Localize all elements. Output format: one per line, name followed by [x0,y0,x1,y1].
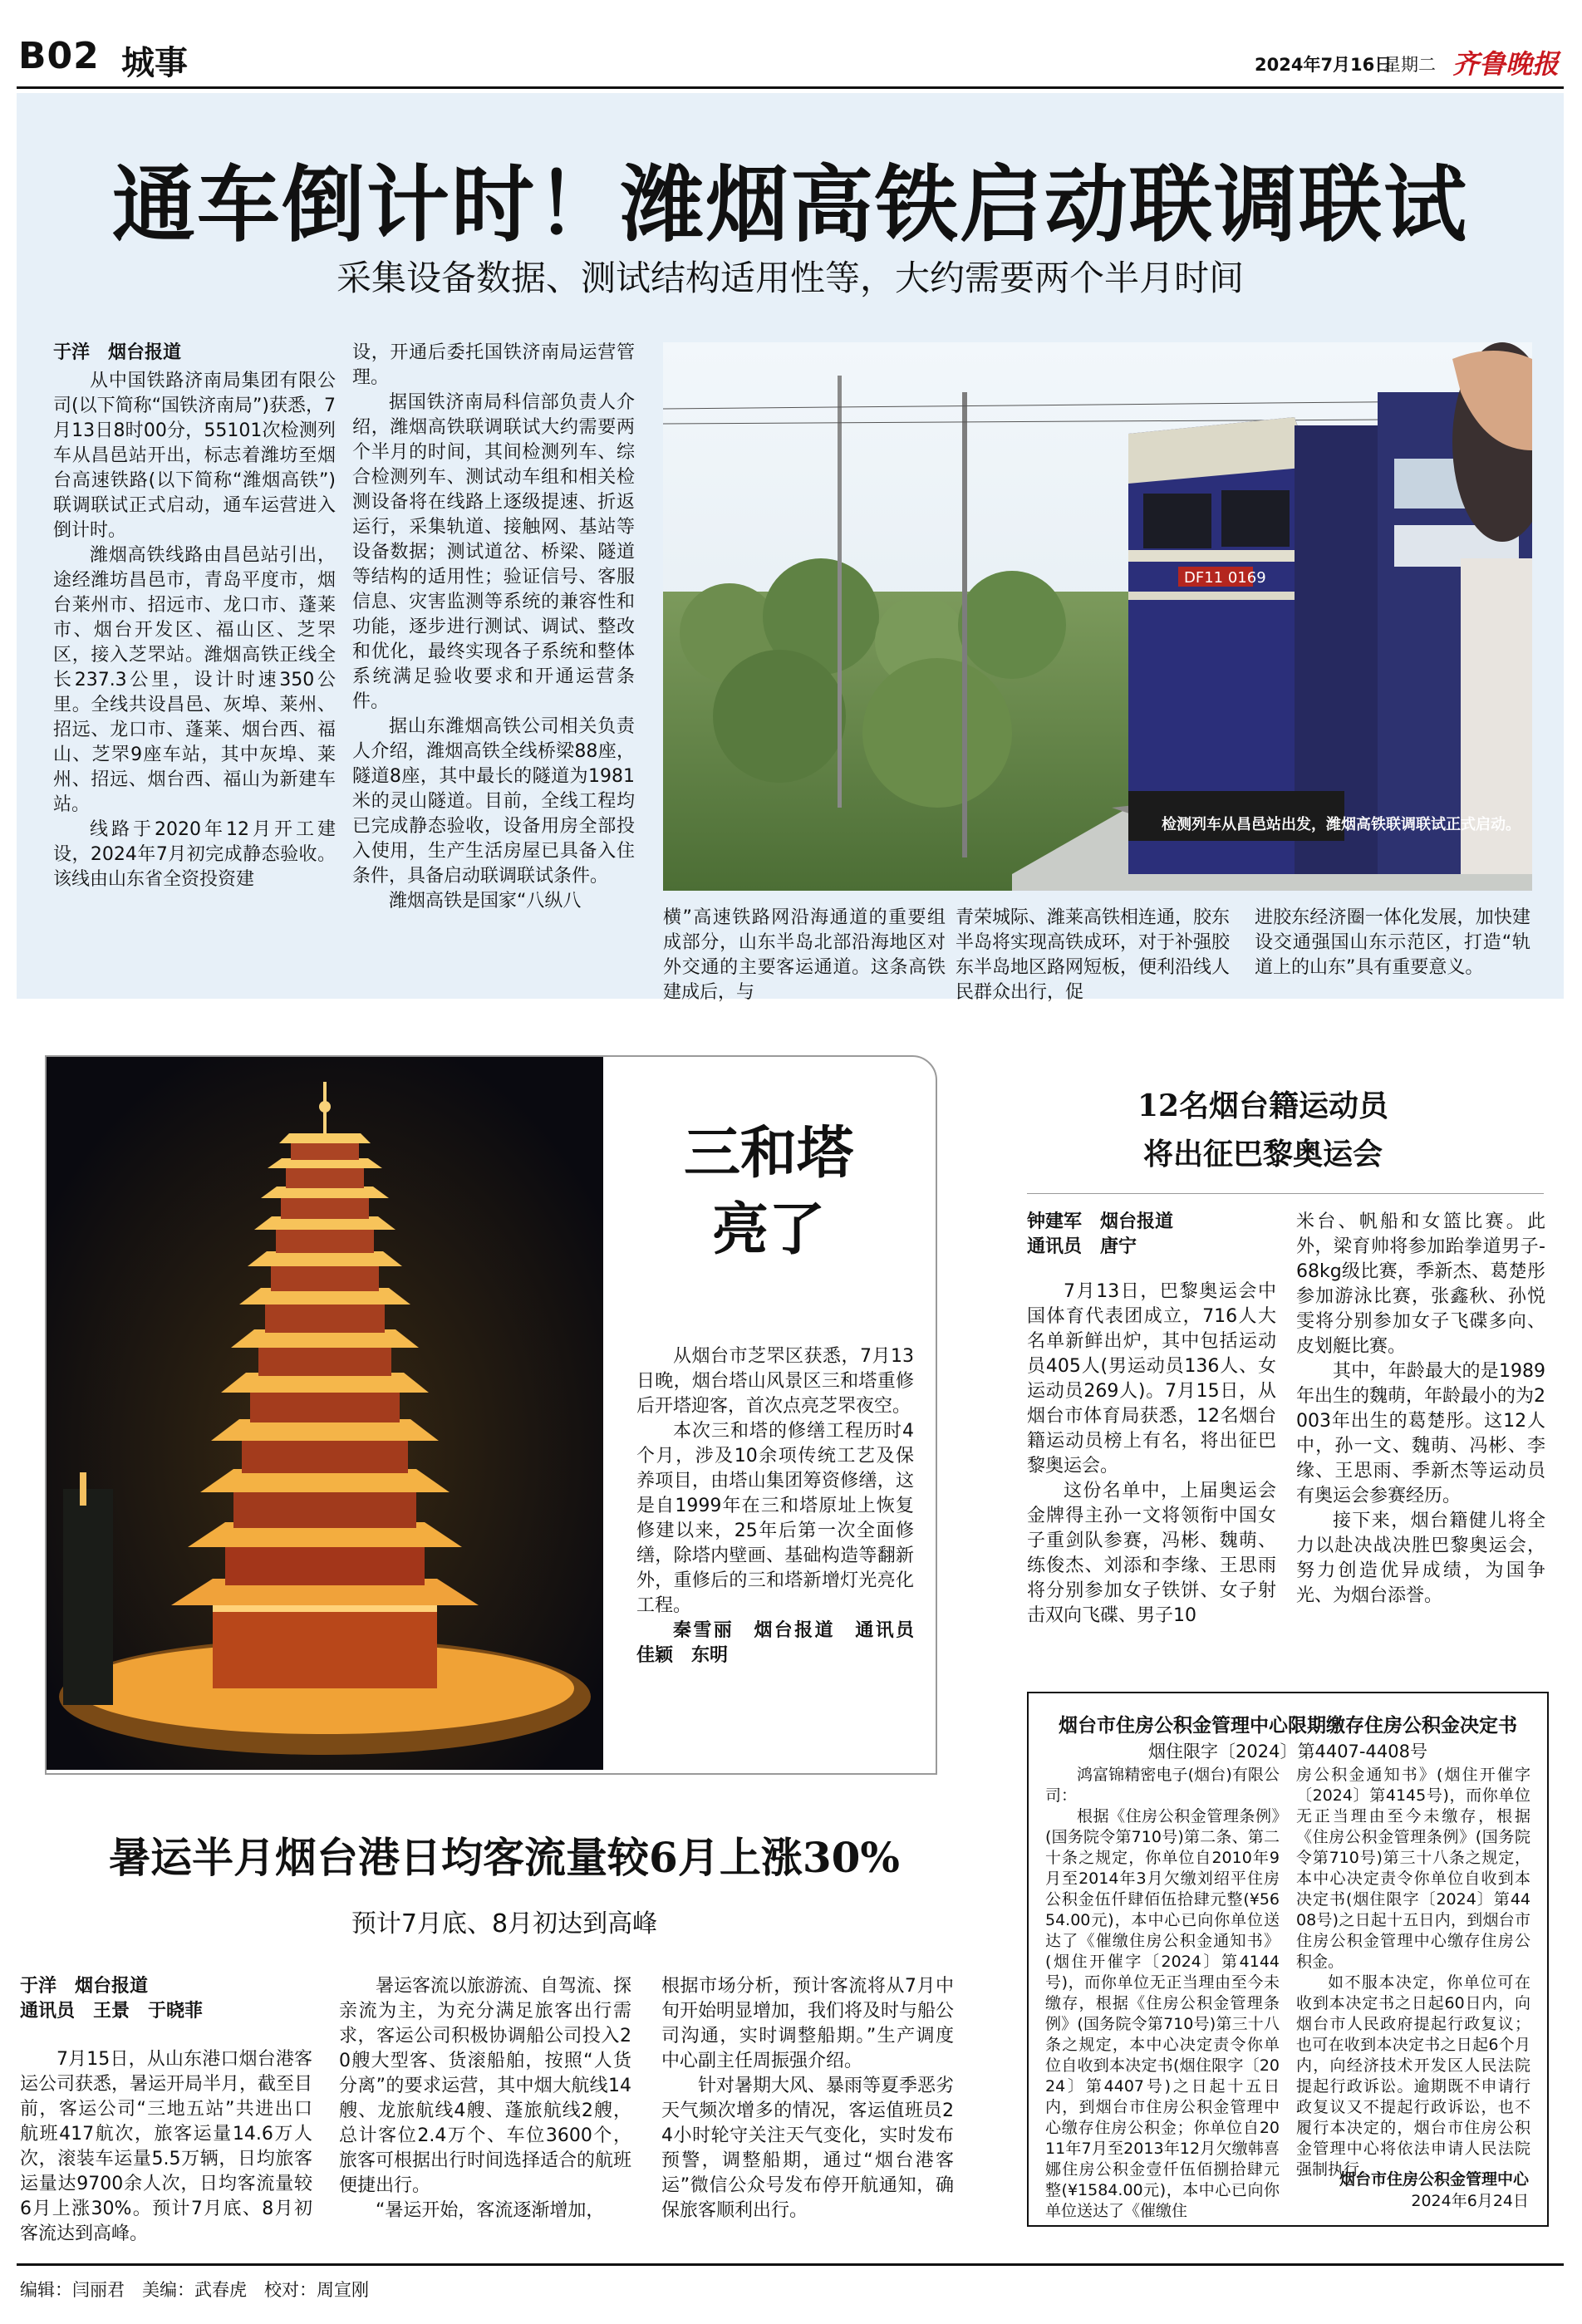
olympics-rule [1027,1193,1544,1194]
fund-notice-column-1: 鸿富锦精密电子(烟台)有限公司： 根据《住房公积金管理条例》(国务院令第710号)第二条、第二十条之规定，你单位自2010年9月至2014年3月欠缴刘绍平住房公积金伍仟肆佰伍拾肆元整(¥5654.00元)，本中心已向你单位送达了《催缴住房公积金通知书》(烟住开催字〔2024〕第4144号)，而你单位无正当理由至今未缴存，根据《住房公积金管理条例》(国务院令第710号)第三十八条之规定，本中心决定责令你单位自收到本决定书(烟住限字〔2024〕第4407号)之日起十五日内，到烟台市住房公积金管理中心缴存住房公积金；你单位自2011年7月至2013年12月欠缴韩喜娜住房公积金壹仟伍佰捌拾肆元整(¥1584.00元)，本中心已向你单位送达了《催缴住 [1045,1766,1280,2220]
header-rule [17,86,1564,89]
fund-notice-date: 2024年6月24日 [1411,2192,1529,2210]
olympics-byline-2: 通讯员 唐宁 [1027,1236,1137,1257]
port-column-1: 7月15日，从山东港口烟台港客运公司获悉，暑运开局半月，截至目前，客运公司“三地五站”共进出口航班417航次，旅客运量14.6万人次，滚装车运量5.5万辆，日均旅客运量达9700余人次，日均客流量较6月上涨30%。预计7月底、8月初客流达到高峰。 [20,2049,313,2244]
fund-notice-docno: 烟住限字〔2024〕第4407-4408号 [1148,1742,1427,1761]
paper-masthead-logo: 齐鲁晚报 [1452,48,1560,80]
train-photo [663,342,1532,891]
lead-headline: 通车倒计时！潍烟高铁启动联调联试 [112,155,1468,253]
olympics-byline-1: 钟建军 烟台报道 [1027,1211,1174,1232]
port-headline: 暑运半月烟台港日均客流量较6月上涨30% [109,1833,900,1882]
fund-notice-title: 烟台市住房公积金管理中心限期缴存住房公积金决定书 [1059,1714,1517,1737]
lead-story-box [17,93,1564,1003]
tower-photo [47,1057,603,1770]
issue-date: 2024年7月16日 [1255,55,1393,75]
footer-rule [17,2263,1564,2266]
port-column-3: 根据市场分析，预计客流将从7月中旬开始明显增加，我们将及时与船公司沟通，实时调整船期。”生产调度中心副主任周振强介绍。 针对暑期大风、暴雨等夏季恶劣天气频次增多的情况，客运值班员24小时轮守关注天气变化，实时发布预警，调整船期，通过“烟台港客运”微信公众号发布停开航通知，确保旅客顺利出行。 [661,1976,955,2221]
lead-column-1: 从中国铁路济南局集团有限公司(以下简称“国铁济南局”)获悉，7月13日8时00分，55101次检测列车从昌邑站开出，标志着潍坊至烟台高速铁路(以下简称“潍烟高铁”)联调联试正式启动，通车运营进入倒计时。 潍烟高铁线路由昌邑站引出，途经潍坊昌邑市，青岛平度市，烟台莱州市、招远市、龙口市、蓬莱市、烟台开发区、福山区、芝罘区，接入芝罘站。潍烟高铁正线全长237.3公里，设计时速350公里。全线共设昌邑、灰埠、莱州、招远、龙口市、蓬莱、烟台西、福山、芝罘9座车站，其中灰埠、莱州、招远、烟台西、福山为新建车站。 线路于2020年12月开工建设，2024年7月初完成静态验收。该线由山东省全资投资建 [53,371,336,890]
lead-column-4: 青荣城际、潍莱高铁相连通，胶东半岛将实现高铁成环，对于补强胶东半岛地区路网短板，便利沿线人民群众出行，促 [956,907,1231,1003]
lead-column-3: 横”高速铁路网沿海通道的重要组成部分，山东半岛北部沿海地区对外交通的主要客运通道。这条高铁建成后，与 [663,907,946,1003]
olympics-headline: 12名烟台籍运动员 将出征巴黎奥运会 [1137,1088,1389,1172]
section-name: 城事 [121,44,188,82]
lead-column-2: 设，开通后委托国铁济南局运营管理。 据国铁济南局科信部负责人介绍，潍烟高铁联调联试大约需要两个半月的时间，其间检测列车、综合检测列车、测试动车组和相关检测设备将在线路上逐级提速、折返运行，采集轨道、接触网、基站等设备数据；测试道岔、桥梁、隧道等结构的适用性；验证信号、客服信息、灾害监测等系统的兼容性和功能，逐步进行测试、调试、整改和优化，最终实现各子系统和整体系统满足验收要求和开通运营条件。 据山东潍烟高铁公司相关负责人介绍，潍烟高铁全线桥梁88座，隧道8座，其中最长的隧道为1981米的灵山隧道。目前，全线工程均已完成静态验收，设备用房全部投入使用，生产生活房屋已具备入住条件，具备启动联调联试条件。 潍烟高铁是国家“八纵八 [352,342,635,911]
loco-number-plate: DF11 0169 [1184,569,1266,587]
fund-notice-signer: 烟台市住房公积金管理中心 [1339,2170,1529,2189]
train-photo-caption: 检测列车从昌邑站出发，潍烟高铁联调联试正式启动。 [1162,816,1521,833]
fund-notice-box [1027,1692,1549,2227]
port-byline-1: 于洋 烟台报道 [20,1976,149,1997]
page-code: B02 [18,35,100,77]
olympics-column-2: 米台、帆船和女篮比赛。此外，梁育帅将参加跆拳道男子-68kg级比赛，季新杰、葛楚彤参加游泳比赛，张鑫秋、孙悦雯将分别参加女子飞碟多向、皮划艇比赛。 其中，年龄最大的是1989年出生的魏萌，年龄最小的为2003年出生的葛楚彤。这12人中，孙一文、魏萌、冯彬、李缘、王思雨、季新杰等运动员有奥运会参赛经历。 接下来，烟台籍健儿将全力以赴决战决胜巴黎奥运会，努力创造优异成绩，为国争光、为烟台添誉。 [1296,1211,1545,1606]
tower-headline: 三和塔 亮了 [683,1120,853,1263]
lead-subheadline: 采集设备数据、测试结构适用性等，大约需要两个半月时间 [336,258,1244,298]
lead-byline: 于洋 烟台报道 [53,342,182,363]
fund-notice-column-2: 房公积金通知书》(烟住开催字〔2024〕第4145号)，而你单位无正当理由至今未缴存，根据《住房公积金管理条例》(国务院令第710号)第三十八条之规定，本中心决定责令你单位自收到本决定书(烟住限字〔2024〕第4408号)之日起十五日内，到烟台市住房公积金管理中心缴存住房公积金。 如不服本决定，你单位可在收到本决定书之日起60日内，向烟台市人民政府提起行政复议；也可在收到本决定书之日起6个月内，向经济技术开发区人民法院提起行政诉讼。逾期既不申请行政复议又不提起行政诉讼，也不履行本决定的，烟台市住房公积金管理中心将依法申请人民法院强制执行。 [1296,1766,1530,2179]
olympics-column-1: 7月13日，巴黎奥运会中国体育代表团成立，716人大名单新鲜出炉，其中包括运动员405人(男运动员136人、女运动员269人)。7月15日，从烟台市体育局获悉，12名烟台籍运动员榜上有名，将出征巴黎奥运会。 这份名单中，上届奥运会金牌得主孙一文将领衔中国女子重剑队参赛，冯彬、魏萌、练俊杰、刘添和李缘、王思雨将分别参加女子铁饼、女子射击双向飞碟、男子10 [1027,1281,1276,1626]
port-column-2: 暑运客流以旅游流、自驾流、探亲流为主，为充分满足旅客出行需求，客运公司积极协调船公司投入20艘大型客、货滚船舶，按照“人货分离”的要求运营，其中烟大航线14艘、龙旅航线4艘、蓬旅航线2艘，总计客位2.4万个、车位3600个，旅客可根据出行时间选择适合的航班便捷出行。 “暑运开始，客流逐渐增加， [339,1976,632,2221]
tower-body: 从烟台市芝罘区获悉，7月13日晚，烟台塔山风景区三和塔重修后开塔迎客，首次点亮芝罘夜空。 本次三和塔的修缮工程历时4个月，涉及10余项传统工艺及保养项目，由塔山集团筹资修缮，这是自1999年在三和塔原址上恢复修建以来，25年后第一次全面修缮，除塔内壁画、基础构造等翻新外，重修后的三和塔新增灯光亮化工程。 秦雪丽 烟台报道 通讯员 佳颖 东明 [636,1346,933,1666]
port-subheadline: 预计7月底、8月初达到高峰 [351,1909,658,1938]
footer-credits: 编辑：闫丽君 美编：武春虎 校对：周宣刚 [20,2280,369,2300]
lead-column-5: 进胶东经济圈一体化发展，加快建设交通强国山东示范区，打造“轨道上的山东”具有重要意义。 [1255,907,1530,978]
port-byline-2: 通讯员 王景 于晓菲 [20,2001,204,2022]
issue-weekday: 星期二 [1383,55,1436,75]
